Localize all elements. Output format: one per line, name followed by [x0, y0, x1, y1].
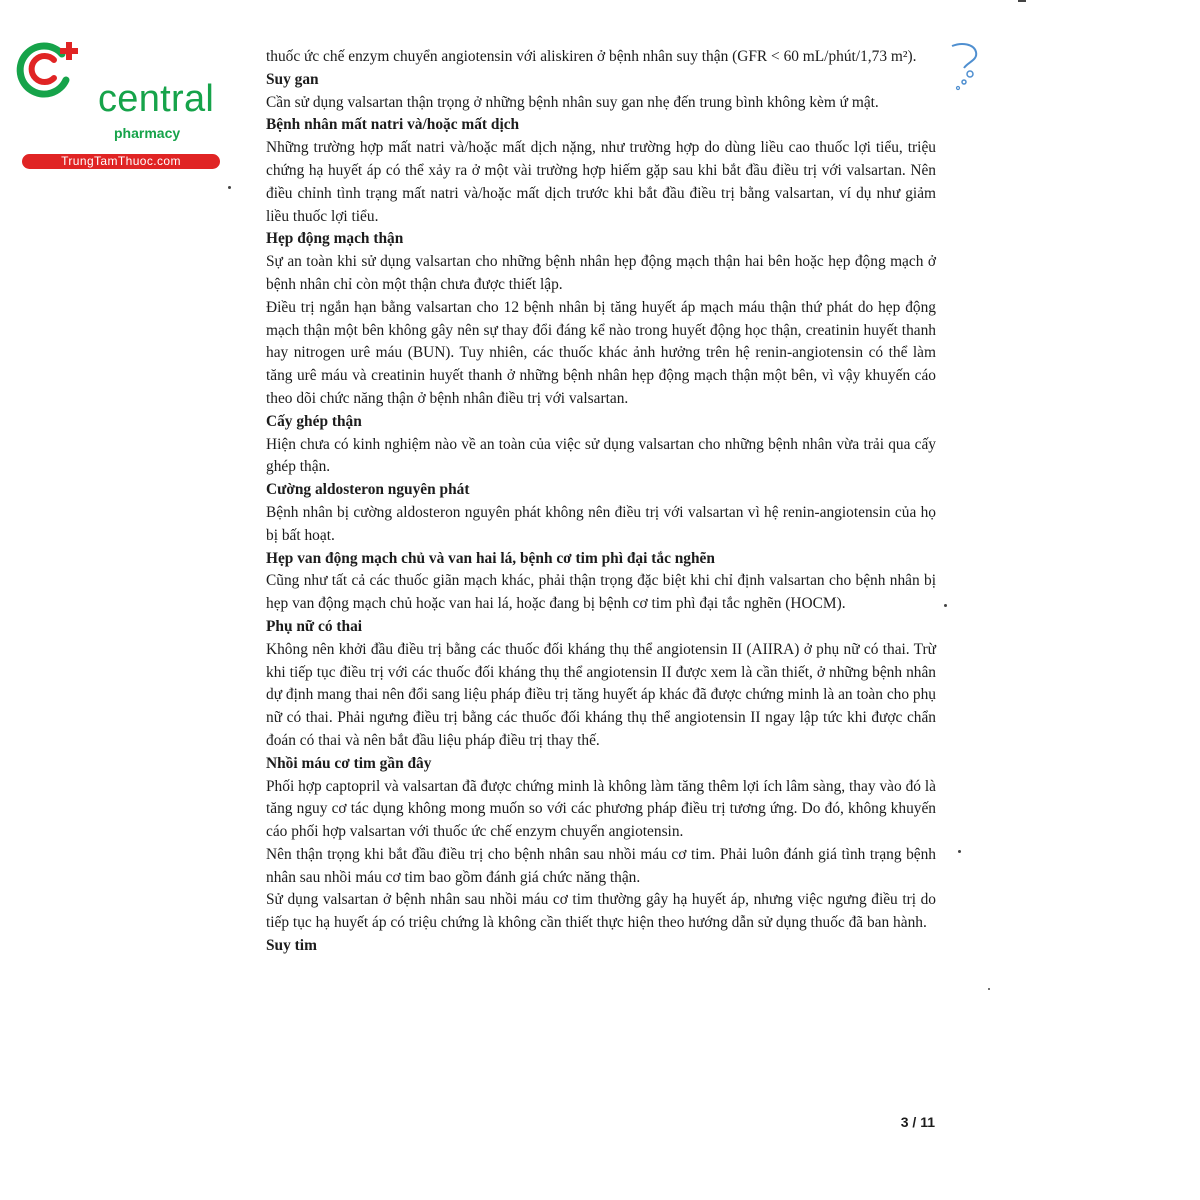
scan-speck — [958, 850, 961, 853]
scan-speck — [944, 604, 947, 607]
section-paragraph: Điều trị ngắn hạn bằng valsartan cho 12 bệnh nhân bị tăng huyết áp mạch máu thận thứ phát do hẹp động mạch thận một bên không gây nên sự thay đổi đáng kể nào trong huyết động học thận, creatinin huyết thanh hay nitrogen urê máu (BUN). Tuy nhiên, các thuốc khác ảnh hưởng trên hệ renin-angiotensin có thể làm tăng urê máu và creatinin huyết thanh ở những bệnh nhân hẹp động mạch thận một bên, vì vậy khuyến cáo theo dõi chức năng thận ở bệnh nhân điều trị với valsartan. — [266, 298, 936, 407]
scan-speck — [1018, 0, 1026, 2]
scan-speck — [228, 186, 231, 189]
section-paragraph: Phối hợp captopril và valsartan đã được chứng minh là không làm tăng thêm lợi ích lâm sàng, thay vào đó là tăng nguy cơ tác dụng không mong muốn so với các phương pháp điều trị tương ứng. Do đó, không khuyến cáo phối hợp valsartan với thuốc ức chế enzym chuyển angiotensin. — [266, 777, 936, 841]
site-url[interactable]: TrungTamThuoc.com — [22, 154, 220, 169]
section-heading: Phụ nữ có thai — [266, 617, 363, 635]
section-heading: Nhồi máu cơ tim gần đây — [266, 754, 432, 772]
brand-subtitle: pharmacy — [114, 125, 181, 141]
section-paragraph: Những trường hợp mất natri và/hoặc mất dịch nặng, như trường hợp do dùng liều cao thuốc lợi tiểu, triệu chứng hạ huyết áp có thể xảy ra ở một vài trường hợp hiếm gặp sau khi bắt đầu điều trị với valsartan. Nên điều chỉnh tình trạng mất natri và/hoặc mất dịch trước khi bắt đầu điều trị bằng valsartan, ví dụ như giảm liều thuốc lợi tiểu. — [266, 139, 936, 225]
section-heading: Suy gan — [266, 70, 319, 88]
section-paragraph: Cũng như tất cả các thuốc giãn mạch khác, phải thận trọng đặc biệt khi chỉ định valsartan cho bệnh nhân bị hẹp van động mạch chủ hoặc van hai lá, hoặc đang bị bệnh cơ tim phì đại tắc nghẽn (HOCM). — [266, 572, 936, 613]
document-body — [266, 46, 936, 958]
section-heading: Suy tim — [266, 937, 317, 955]
section-heading: Hẹp động mạch thận — [266, 230, 404, 248]
section-paragraph: Không nên khởi đầu điều trị bằng các thuốc đối kháng thụ thể angiotensin II (AIIRA) ở phụ nữ có thai. Trừ khi tiếp tục điều trị với các thuốc đối kháng thụ thể angiotensin II được xem là cần thiết, ở những bệnh nhân dự định mang thai nên đổi sang liệu pháp điều trị tăng huyết áp khác đã được chứng minh là an toàn cho phụ nữ có thai. Phải ngưng điều trị bằng các thuốc đối kháng thụ thể angiotensin II ngay lập tức khi được chẩn đoán có thai và nên bắt đầu liệu pháp điều trị thay thế. — [266, 640, 936, 749]
scan-speck — [988, 988, 990, 990]
section-paragraph: Cần sử dụng valsartan thận trọng ở những bệnh nhân suy gan nhẹ đến trung bình không kèm ứ mật. — [266, 93, 879, 111]
section-paragraph: Sử dụng valsartan ở bệnh nhân sau nhồi máu cơ tim thường gây hạ huyết áp, nhưng việc ngưng điều trị do tiếp tục hạ huyết áp có triệu chứng là không cần thiết thực hiện theo hướng dẫn sử dụng thuốc đã ban hành. — [266, 891, 936, 932]
section-heading: Bệnh nhân mất natri và/hoặc mất dịch — [266, 116, 520, 134]
brand-name: central — [98, 78, 215, 120]
section-paragraph: Nên thận trọng khi bắt đầu điều trị cho bệnh nhân sau nhồi máu cơ tim. Phải luôn đánh giá tình trạng bệnh nhân sau nhồi máu cơ tim bao gồm đánh giá chức năng thận. — [266, 845, 936, 886]
ink-mark-icon — [944, 40, 984, 96]
intro-paragraph: thuốc ức chế enzym chuyển angiotensin với aliskiren ở bệnh nhân suy thận (GFR < 60 mL/phút/1,73 m²). — [266, 48, 917, 65]
section-heading: Cấy ghép thận — [266, 412, 362, 430]
section-paragraph: Sự an toàn khi sử dụng valsartan cho những bệnh nhân hẹp động mạch thận hai bên hoặc hẹp động mạch ở bệnh nhân chỉ còn một thận chưa được thiết lập. — [266, 253, 936, 293]
page-number: 3 / 11 — [900, 1114, 935, 1130]
section-paragraph: Hiện chưa có kinh nghiệm nào về an toàn của việc sử dụng valsartan cho những bệnh nhân vừa trải qua cấy ghép thận. — [266, 435, 936, 476]
section-heading: Cường aldosteron nguyên phát — [266, 481, 470, 499]
section-heading: Hẹp van động mạch chủ và van hai lá, bệnh cơ tim phì đại tắc nghẽn — [266, 549, 715, 567]
central-pharmacy-logo[interactable] — [10, 36, 215, 168]
section-paragraph: Bệnh nhân bị cường aldosteron nguyên phát không nên điều trị với valsartan vì hệ renin-angiotensin của họ bị bất hoạt. — [266, 503, 936, 544]
pharmacy-cross-logo-icon — [10, 36, 90, 100]
